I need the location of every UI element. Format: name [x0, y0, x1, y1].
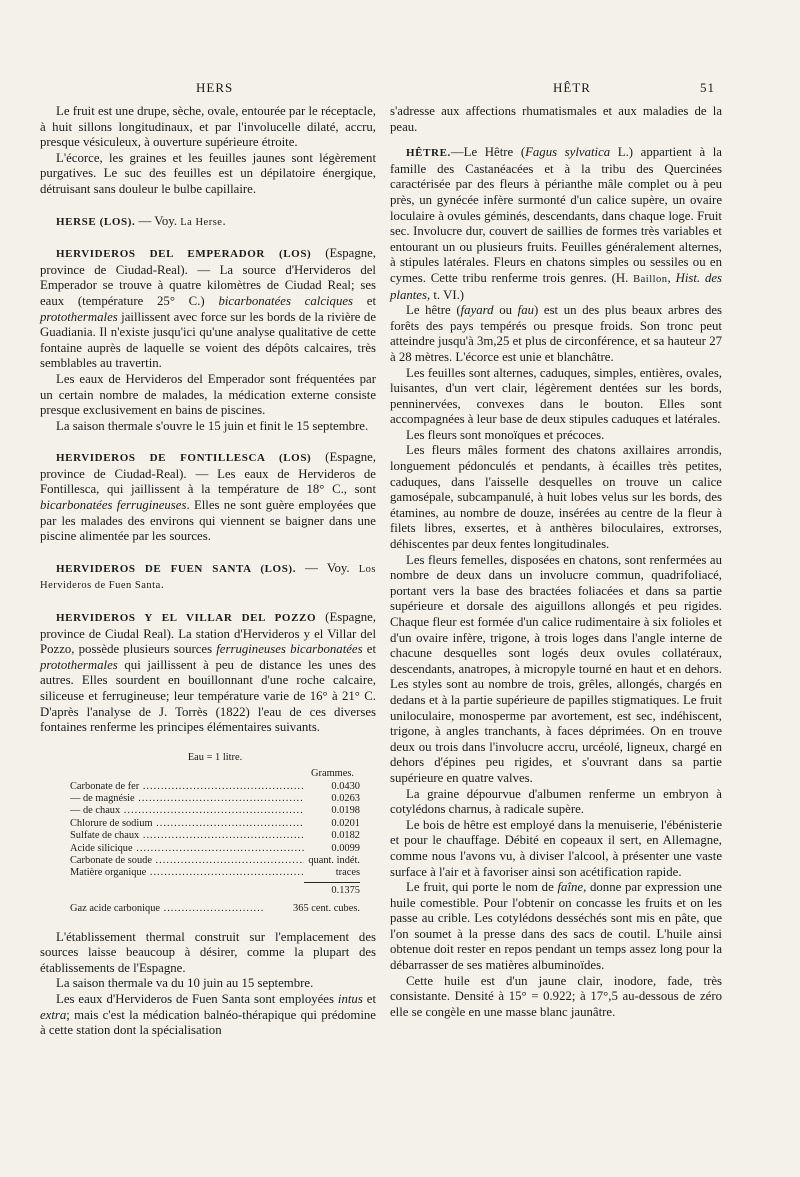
paragraph-bois: Le bois de hêtre est employé dans la menuiserie, l'ébénisterie et pour le chauffage. Débité en copeaux il sert, en Allemagne, comme nous l'avons vu, à diviser l'alcool, à présenter une vaste surface à l'air et à favoriser ainsi son acétification rapide. [390, 817, 722, 879]
paragraph-fayard: Le hêtre (fayard ou fau) est un des plus beaux arbres des forêts des pays tempérés ou presque froids. Son tronc peut atteindre jusqu'à 3m,25 et plus de circonférence, et sa hauteur 27 à 28 mètres. L'écorce est unie et blanchâtre. [390, 303, 723, 364]
table-unit: Grammes. [311, 768, 354, 780]
headword: HÊTRE. [406, 147, 451, 160]
table-row: Carbonate de fer ..... 0.0430 [70, 781, 360, 793]
running-head-right: HÊTR [553, 80, 591, 95]
sum-rule [304, 882, 360, 883]
paragraph-saison-2: La saison thermale va du 10 juin au 15 septembre. [56, 976, 314, 991]
entry-hervideros-villar: HERVIDEROS Y EL VILLAR DEL POZZO (Espagne, province de Ciudal Real). La station d'Hervideros y el Villar del Pozzo, possède plusieurs sources ferrugineuses bicarbonatées et protothermales qui jaillissent à peu de distance les unes des autres. Elles sourdent en bouillonnant d'une roche calcaire, siliceuse et ferrugineuse; leur température varie de 16° à 21° C. D'après l'analyse de J. Torrès (1822) l'eau de ces diverses fontaines renferme les principes élémentaires suivants. [40, 610, 376, 735]
entry-hervideros-fuen-santa: HERVIDEROS DE FUEN SANTA (LOS). — Voy. Los Hervideros de Fuen Santa. [40, 560, 376, 592]
table-caption: Eau = 1 litre. [187, 751, 243, 763]
table-row-gas: Gaz acide carbonique ..... 365 cent. cubes. [70, 903, 360, 915]
entry-hetre: HÊTRE.—Le Hêtre (Fagus sylvatica L.) appartient à la famille des Castanéacées et à la tribu des Quercinées caractérisée par des fleurs à périanthe mâle complet ou à peu près, un gynécée infère surmonté d'un calice supère, un ovaire loculaire à ovules géminés, descendants, dans chaque loge. Fruit sec. Involucre dur, couvert de saillies de formes très variables et entourant un ou plusieurs fruits. Feuilles généralement alternes, à stipules latérales. Fleurs en chatons simples ou sessiles ou en cymes. Cette tribu renferme trois genres. (H. Baillon, Hist. des plantes, t. VI.) [390, 145, 722, 302]
left-column [40, 104, 376, 1039]
headword: HERSE (LOS). [56, 215, 136, 228]
running-head-left: HERS [196, 80, 234, 95]
paragraph-fleurs-males: Les fleurs mâles forment des chatons axillaires arrondis, longuement pédonculés et pendants, à écailles très petites, caduques, dans l'aisselle desquelles on trouve un calice gamosépale, subcampanulé, à huit lobes velus sur les bords, des étamines, au nombre de douze, insérées au centre de la fleur à filets libres, exsertes, et à anthères biloculaires, extrorses, déhiscentes par deux fentes longitudinales. [390, 443, 722, 552]
right-column [390, 104, 722, 1020]
paragraph-fleurs-femelles: Les fleurs femelles, disposées en chatons, sont renfermées au nombre de deux dans un involucre commun, quadrifoliacé, portant vers la base des bractées foliacées et dans sa partie supérieure et dorsale des aiguillons allongés et peu rigides. Chaque fleur est formée d'un calice rudimentaire à six folioles et d'un ovaire infère, trigone, à trois loges dans l'angle interne de chacune desquelles sont logés deux ovules collatéraux, descendants, anatropes, à micropyle tourné en haut et en dehors. Les styles sont au nombre de trois, grêles, allongés, chargés en dedans et à la partie supérieure de papilles stigmatiques. Le fruit uniloculaire, monosperme par avortement, est sec, indéhiscent, trigone, à angles tranchants, à faces déprimées. On en trouve deux ou trois dans l'involucre accru, urcéolé, ligneux, chargé en dehors d'épines peu rigides, et s'ouvrant dans sa partie supérieure en quatre valves. [390, 552, 722, 785]
paragraph-huile: Cette huile est d'un jaune clair, inodore, fade, très consistante. Densité à 15° = 0.922; à 17°,5 au-dessous de zéro elle se congèle en une masse blanc jaunâtre. [390, 973, 722, 1019]
paragraph-faine: Le fruit, qui porte le nom de faîne, donne par expression une huile comestible. Pour l'obtenir on concasse les fruits et on les passe au crible. Les cotylédons desséchés sont mis en pâte, que l'on soumet à la presse dans des sacs de coutil. L'huile ainsi obtenue doit rester en repos pendant un temps assez long pour la débarrasser de ses matières albuminoïdes. [390, 880, 722, 973]
table-total: 0.1375 [331, 884, 360, 896]
headword: HERVIDEROS DE FONTILLESCA (LOS) [56, 452, 312, 465]
paragraph-fleurs: Les fleurs sont monoïques et précoces. [406, 427, 605, 442]
paragraph-usage: Les eaux de Hervideros del Emperador sont fréquentées par un certain nombre de malades, la médication externe consiste presque exclusivement en bains de piscines. [40, 371, 376, 418]
page-number: 51 [700, 80, 715, 95]
table-row: Matière organique ..... traces [70, 867, 360, 879]
headword: HERVIDEROS DE FUEN SANTA (LOS). [56, 562, 297, 575]
entry-hervideros-emperador: HERVIDEROS DEL EMPERADOR (LOS) (Espagne, province de Ciudad-Real). — La source d'Hervideros del Emperador se trouve à quatre kilomètres de Ciudad Real; ses eaux (température 25° C.) bicarbonatées calciques et protothermales jaillissent avec force sur les bords de la rivière de Guadiania. Il n'existe jusqu'ici qu'une analyse qualitative de cette fontaine auprès de laquelle se voient des dépôts calcaires, très semblables au travertin. [40, 246, 377, 371]
entry-herse: HERSE (LOS). — Voy. La Herse. [56, 213, 226, 228]
headword: HERVIDEROS Y EL VILLAR DEL POZZO [56, 612, 317, 625]
table-row: — de chaux ..... 0.0198 [70, 805, 360, 817]
paragraph-ecorce: L'écorce, les graines et les feuilles jaunes sont légèrement purgatives. Le suc des feuilles est un dépilatoire énergique, détruisant sans douleur le bulbe capillaire. [40, 150, 376, 196]
entry-hervideros-fontillesca: HERVIDEROS DE FONTILLESCA (LOS) (Espagne, province de Ciudad-Real). — Les eaux de Hervideros de Fontillesca, qui jaillissent à la température de 18° C., sont bicarbonatées ferrugineuses. Elles ne sont guère employées que par les malades des environs qui viennent se baigner dans une piscine alimentée par les sources. [40, 450, 376, 544]
table-row: — de magnésie ..... 0.0263 [70, 793, 360, 805]
paragraph-continuation: s'adresse aux affections rhumatismales et aux maladies de la peau. [390, 104, 722, 134]
table-row: Sulfate de chaux ..... 0.0182 [70, 830, 360, 842]
table-row: Carbonate de soude ..... quant. indét. [70, 855, 360, 867]
table-row: Acide silicique ..... 0.0099 [70, 843, 360, 855]
analysis-table [70, 752, 360, 916]
cross-reference: La Herse [180, 216, 223, 228]
paragraph-graine: La graine dépourvue d'albumen renferme un embryon à cotylédons charnus, à radicale supère. [390, 786, 722, 817]
paragraph-saison: La saison thermale s'ouvre le 15 juin et finit le 15 septembre. [56, 418, 369, 433]
table-row: Chlorure de sodium ..... 0.0201 [70, 818, 360, 830]
paragraph-etablissement: L'établissement thermal construit sur l'emplacement des sources laisse beaucoup à désirer, comme la plupart des établissements de l'Espagne. [40, 929, 376, 975]
headword: HERVIDEROS DEL EMPERADOR (LOS) [56, 248, 312, 261]
paragraph-emploi: Les eaux d'Hervideros de Fuen Santa sont employées intus et extra; mais c'est la médication balnéo-thérapique qui prédomine à cette station dont la spécialisation [40, 992, 376, 1038]
paragraph-fruit: Le fruit est une drupe, sèche, ovale, entourée par le réceptacle, à huit sillons longitudinaux, et par l'involucelle dilaté, accru, presque vésiculeux, à ouverture supérieure étroite. [40, 104, 376, 150]
cross-reference: Los Hervideros de Fuen Santa [40, 563, 376, 592]
paragraph-feuilles: Les feuilles sont alternes, caduques, simples, entières, ovales, luisantes, d'un vert clair, légèrement dentées sur les bords, penninervées, convexes dans le bouton. Elles sont accompagnées à leur base de deux stipules caduques et latérales. [390, 365, 722, 427]
